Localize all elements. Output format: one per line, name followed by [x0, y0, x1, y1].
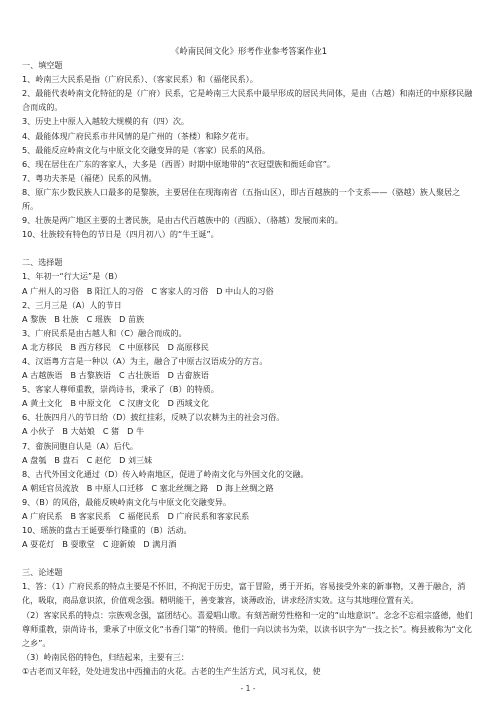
section-heading: 三、论述题 — [22, 567, 63, 578]
fill-in-section — [22, 58, 476, 241]
choice-option: D 苗族 — [119, 313, 145, 324]
essay-paragraph: 1、答：（1）广府民系的特点主要是不怀旧，不拘泥于历史，富于冒险，勇于开拓，容易接受外来的新事物，又善于融合，消化，吸取，商品意识浓，价值观念强。精明能干，善变兼容，谈薄政治，讲求经济实效。这与其地理位置有关。 — [22, 581, 466, 606]
fill-in-item: 8、原广东少数民族人口最多的是黎族，主要居住在现海南省（五指山区），即古百越族的一个支系——（骆越）族人聚居之所。 — [22, 186, 461, 212]
fill-in-item: 3、历史上中原人入越较大规模的有（四）次。 — [22, 116, 190, 127]
fill-in-item: 1、岭南三大民系是指（广府民系）、（客家民系）和（福佬民系）。 — [22, 74, 258, 85]
choice-question: 6、壮族四月八的节日给（D）披红挂彩，反映了以农耕为主的社会习俗。 — [22, 412, 285, 423]
choice-options — [22, 312, 476, 326]
choice-option: B 西方移民 — [70, 341, 112, 352]
choice-option: C 猪 — [102, 426, 120, 437]
choice-options — [22, 396, 476, 410]
choice-options — [22, 481, 476, 495]
choice-section — [22, 255, 476, 551]
choice-list — [22, 269, 476, 551]
choice-options — [22, 284, 476, 298]
choice-option: D 中山人的习俗 — [216, 285, 274, 296]
choice-option: D 海上丝绸之路 — [216, 482, 274, 493]
choice-options — [22, 453, 476, 467]
choice-option: D 古畲族语 — [167, 370, 209, 381]
choice-question: 8、古代外国文化通过（D）传入岭南地区，促进了岭南文化与外国文化的交融。 — [22, 468, 309, 479]
choice-options — [22, 424, 476, 438]
choice-option: A 黄土文化 — [22, 398, 63, 409]
choice-option: D 西域文化 — [167, 398, 209, 409]
choice-option: C 古壮族语 — [119, 370, 160, 381]
choice-option: D 高原移民 — [167, 341, 209, 352]
fill-in-item: 5、最能反应岭南文化与中原文化交融变异的是（客家）民系的风俗。 — [22, 144, 270, 155]
choice-option: B 古黎族语 — [70, 370, 112, 381]
choice-question: 3、广府民系是由古越人和（C）融合而成的。 — [22, 327, 187, 338]
choice-option: A 盘瓠 — [22, 454, 47, 465]
fill-in-item: 4、最能体现广府民系市井风情的是广州的（茶楼）和除夕花市。 — [22, 130, 254, 141]
choice-option: C 塞北丝绸之路 — [151, 482, 209, 493]
choice-option: C 瑶族 — [86, 313, 112, 324]
choice-option: D 满月酒 — [143, 539, 177, 550]
choice-option: B 客家民系 — [70, 511, 112, 521]
choice-option: C 汉唐文化 — [119, 398, 160, 409]
choice-option: A 古越族语 — [22, 370, 63, 381]
choice-option: B 中原人口迁移 — [86, 482, 144, 493]
fill-in-item: 10、壮族较有特色的节日是（四月初八）的“牛王诞”。 — [22, 229, 219, 240]
choice-option: D 刘三妹 — [119, 454, 153, 465]
choice-option: B 中原文化 — [70, 398, 112, 409]
choice-question: 2、三月三是（A）人的节日 — [22, 299, 122, 310]
fill-in-item: 2、最能代表岭南文化特征的是（广府）民系，它是岭南三大民系中最早形成的居民共同体，是由（古越）和南迁的中原移民融合而成的。 — [22, 88, 473, 113]
choice-option: C 迎新娘 — [102, 539, 136, 550]
choice-options — [22, 340, 476, 354]
essay-list — [22, 579, 476, 678]
choice-question: 10、瑶族的盘古王诞要举行隆重的（B）活动。 — [22, 525, 192, 536]
choice-question: 7、畲族同胞自认是（A）后代。 — [22, 440, 138, 451]
choice-options — [22, 537, 476, 551]
fill-in-item: 9、壮族是两广地区主要的土著民族，是由古代百越族中的（西瓯）、（骆越）发展而来的。 — [22, 215, 343, 226]
choice-options — [22, 509, 476, 523]
essay-section — [22, 565, 476, 678]
fill-in-list — [22, 72, 476, 241]
choice-question: 9、（B）的风俗，最能反映岭南文化与中原文化交融变异。 — [22, 496, 231, 507]
choice-option: A 朝廷官员流放 — [22, 482, 79, 493]
choice-option: A 小伙子 — [22, 426, 55, 437]
choice-option: B 壮族 — [54, 313, 79, 324]
choice-question: 1、年初一“行大运”是（B） — [22, 271, 123, 282]
choice-option: A 耍花灯 — [22, 539, 55, 550]
choice-option: D 广府民系和客家民系 — [167, 511, 250, 521]
choice-option: C 赵佗 — [86, 454, 112, 465]
choice-option: A 北方移民 — [22, 341, 63, 352]
choice-option: C 客家人的习俗 — [151, 285, 209, 296]
choice-option: C 福佬民系 — [119, 511, 160, 521]
choice-question: 4、汉语粤方言是一种以（A）为主，融合了中原古汉语成分的方言。 — [22, 355, 268, 366]
essay-paragraph: ①古老而又年轻，处处进发出中西撞击的火花。古老的生产生活方式，风习礼仪，使 — [22, 665, 321, 676]
choice-option: B 大姑娘 — [62, 426, 95, 437]
page-number: - 1 - — [240, 684, 256, 693]
choice-option: A 黎族 — [22, 313, 47, 324]
section-heading: 一、填空题 — [22, 60, 63, 71]
section-heading: 二、选择题 — [22, 257, 63, 268]
choice-option: B 耍歌堂 — [62, 539, 95, 550]
choice-question: 5、客家人尊师重教，崇尚诗书，秉承了（B）的特质。 — [22, 384, 219, 395]
choice-option: B 阳江人的习俗 — [86, 285, 144, 296]
essay-paragraph: （3）岭南民俗的特色，归结起来，主要有三： — [22, 651, 190, 662]
choice-options — [22, 368, 476, 382]
choice-option: A 广府民系 — [22, 511, 63, 521]
fill-in-item: 7、粤功夫茶是（福佬）民系的风情。 — [22, 172, 157, 183]
choice-option: C 中原移民 — [119, 341, 160, 352]
choice-option: A 广州人的习俗 — [22, 285, 79, 296]
document-title: 《岭南民间文化》形考作业参考答案作业1 — [170, 46, 328, 56]
choice-option: D 牛 — [127, 426, 145, 437]
fill-in-item: 6、现在居住在广东的客家人，大多是（西晋）时期中原地带的“衣冠望族和衙廷命官”。 — [22, 158, 336, 169]
choice-option: B 盘石 — [54, 454, 79, 465]
essay-paragraph: （2）客家民系的特点：宗族观念强，富团结心。喜爱唱山歌。有刻苦耐劳性格和一定的“山地意识”。念念不忘祖宗盛德，他们尊师重教，崇尚诗书，秉承了中原文化“书香门第”的特质。他们一向以读书为荣，以读书识字为“一技之长”。梅县被称为“文化之乡”。 — [22, 609, 473, 648]
